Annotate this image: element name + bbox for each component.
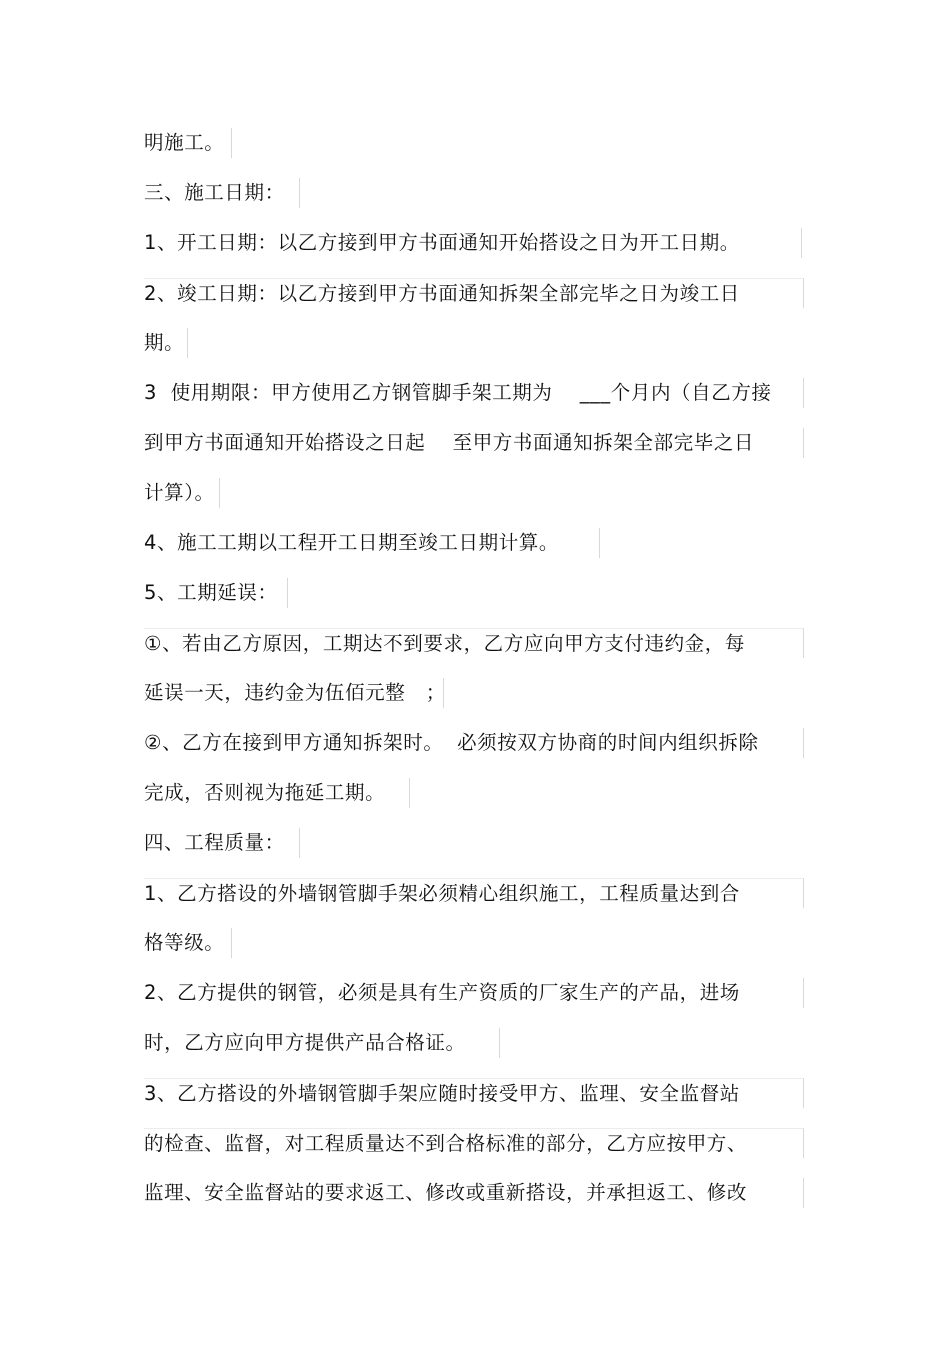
text-line-17: 格等级。: [144, 928, 232, 958]
text-line-19: 时，乙方应向甲方提供产品合格证。: [144, 1028, 500, 1058]
text-line-1: 明施工。: [144, 128, 232, 158]
text-line-16: 1、乙方搭设的外墙钢管脚手架必须精心组织施工，工程质量达到合: [144, 878, 804, 908]
text-line-4: 2、竣工日期：以乙方接到甲方书面通知拆架全部完毕之日为竣工日: [144, 278, 804, 308]
text-line-10: 5、工期延误：: [144, 578, 288, 608]
text-line-8: 计算）。: [144, 478, 220, 508]
text-line-7: 到甲方书面通知开始搭设之日起 至甲方书面通知拆架全部完毕之日: [144, 428, 804, 458]
text-line-9: 4、施工工期以工程开工日期至竣工日期计算。: [144, 528, 600, 558]
text-line-14: 完成，否则视为拖延工期。: [144, 778, 410, 808]
text-line-3: 1、开工日期：以乙方接到甲方书面通知开始搭设之日为开工日期。: [144, 228, 802, 258]
text-line-21: 的检查、监督，对工程质量达不到合格标准的部分，乙方应按甲方、: [144, 1128, 804, 1158]
text-line-22: 监理、安全监督站的要求返工、修改或重新搭设，并承担返工、修改: [144, 1178, 804, 1208]
text-line-18: 2、乙方提供的钢管，必须是具有生产资质的厂家生产的产品，进场: [144, 978, 804, 1008]
text-line-6: 3 使用期限：甲方使用乙方钢管脚手架工期为 ___个月内（自乙方接: [144, 378, 804, 408]
section-heading-schedule: 三、施工日期：: [144, 178, 300, 208]
text-line-5: 期。: [144, 328, 188, 358]
text-line-11: ①、若由乙方原因，工期达不到要求，乙方应向甲方支付违约金，每: [144, 628, 804, 658]
text-line-20: 3、乙方搭设的外墙钢管脚手架应随时接受甲方、监理、安全监督站: [144, 1078, 804, 1108]
section-heading-quality: 四、工程质量：: [144, 828, 300, 858]
text-line-13: ②、乙方在接到甲方通知拆架时。 必须按双方协商的时间内组织拆除: [144, 728, 804, 758]
text-line-12: 延误一天，违约金为伍佰元整 ；: [144, 678, 444, 708]
